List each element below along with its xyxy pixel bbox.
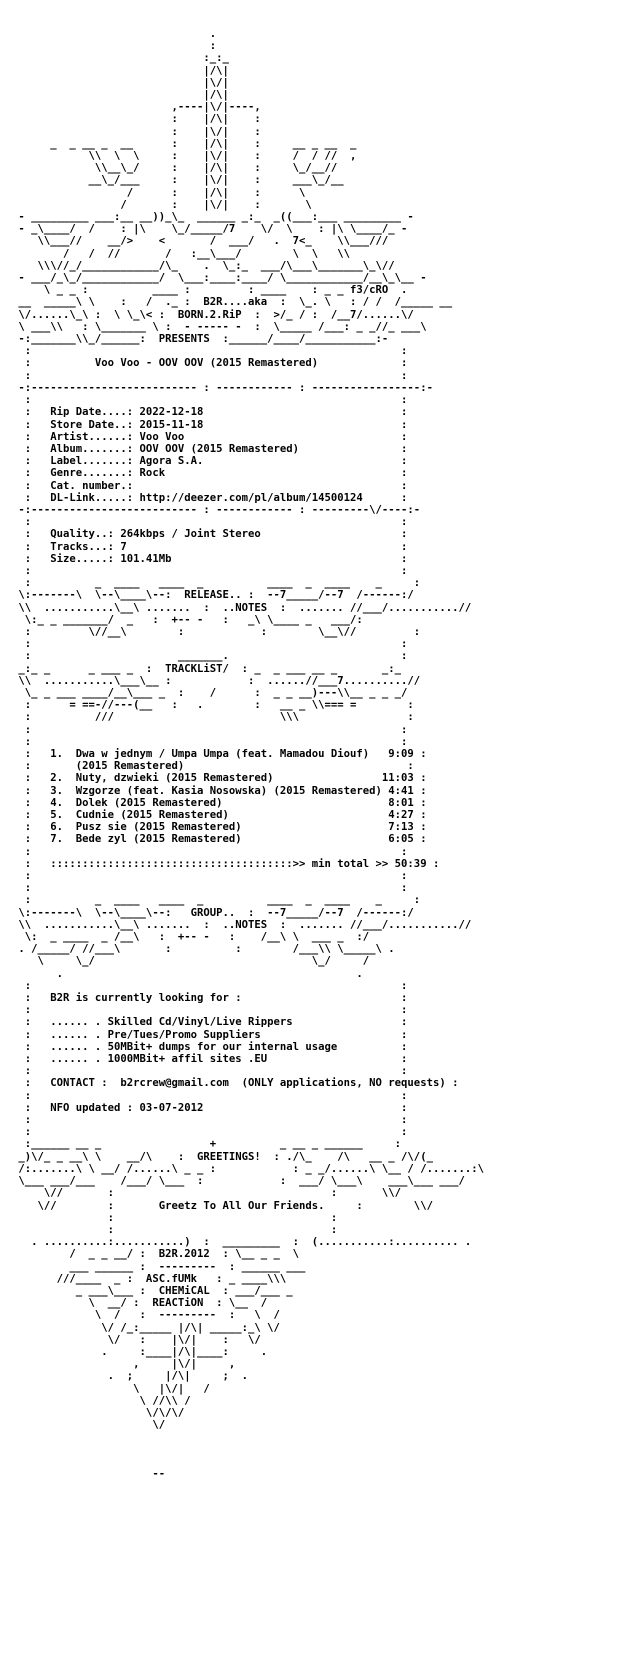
nfo-line: . . — [12, 967, 363, 980]
nfo-line: \ / : --------- : \ / — [12, 1309, 280, 1322]
nfo-line: \/ — [12, 1419, 166, 1432]
nfo-line: __\_/___ : |\/| : ___\_/__ — [12, 174, 344, 187]
nfo-line: : Genre.......: Rock : — [12, 467, 408, 480]
nfo-line: \/......\_\ : \ \_\< : BORN.2.RiP : >/_ / : /__7/......\/ — [12, 308, 414, 321]
nfo-line: : Voo Voo - OOV OOV (2015 Remastered) : — [12, 357, 408, 370]
nfo-line: : B2R is currently looking for : : — [12, 992, 408, 1005]
nfo-line: \\ ...........\__\ ....... : ..NOTES : ....... //___/...........// — [12, 601, 472, 614]
nfo-line: : : — [12, 1004, 408, 1017]
nfo-line: \\__\_/ : |/\| : \_/__// — [12, 162, 338, 175]
nfo-line: , |\/| , — [12, 1358, 236, 1371]
nfo-line: : DL-Link.....: http://deezer.com/pl/album/14500124 : — [12, 491, 408, 504]
nfo-line: : : — [12, 369, 408, 382]
nfo-line: : ...... . Pre/Tues/Promo Suppliers : — [12, 1028, 408, 1041]
nfo-line: : : — [12, 1211, 338, 1224]
nfo-line: |/\| — [12, 89, 229, 102]
nfo-text — [12, 28, 620, 1480]
nfo-line: : : — [12, 1089, 408, 1102]
nfo-line: - ___/_\_/____________/ \___:____:____/ \____________/__\_\__ - — [12, 272, 427, 285]
nfo-line: : : — [12, 564, 408, 577]
nfo-line: : : — [12, 516, 408, 529]
nfo-line: / : |/\| : \ — [12, 186, 306, 199]
nfo-line: . /_____/ //___\ : : /___\\ \_____\ . — [12, 943, 395, 956]
nfo-line: - _\____/ / : |\ \_/_____/7 \/ \ : |\ \____/_ - — [12, 223, 408, 236]
nfo-line: . ..........:...........) : _________ : (...........:.......... . — [12, 1236, 472, 1249]
nfo-line: : : — [12, 882, 408, 895]
nfo-line: \___ ___/___ /___/ \___ : : ___/ \___\ ___\___ ___/ — [12, 1175, 465, 1188]
nfo-line: : |/\| : — [12, 113, 261, 126]
nfo-line: : Store Date..: 2015-11-18 : — [12, 418, 408, 431]
nfo-line: _)\/_ _ __\ \ __/\ : GREETINGS! : ./\_ /\ __ _ /\/(_ — [12, 1150, 433, 1163]
nfo-line: : 5. Cudnie (2015 Remastered) 4:27 : — [12, 809, 427, 821]
nfo-line: : : — [12, 870, 408, 883]
nfo-line: : /// \\\ : — [12, 711, 414, 724]
nfo-line: \\ ...........\__\ ....... : ..NOTES : ....... //___/...........// — [12, 918, 472, 931]
nfo-line: \ //\\ / — [12, 1394, 191, 1407]
nfo-line: /:.......\ \ __/ /......\ _ _ : : _ _/......\ \__ / /.......:\ — [12, 1162, 484, 1175]
nfo-line: : 1. Dwa w jednym / Umpa Umpa (feat. Mamadou Diouf) 9:09 : — [12, 747, 427, 760]
nfo-line: : |\/| : — [12, 125, 261, 138]
nfo-line: : _ ____ ____ _ ____ _ ____ _ : — [12, 894, 421, 907]
nfo-line: \ _ _ : ____ : : ____ : _ _ f3/cRO . — [12, 284, 408, 297]
nfo-line: : Label.......: Agora S.A. : — [12, 455, 408, 468]
nfo-line: : (2015 Remastered) : — [12, 760, 414, 773]
nfo-line: \ \_/ \_/ / — [12, 955, 370, 968]
nfo-line: \ |\/| / — [12, 1382, 210, 1395]
nfo-line: . ; |/\| ; . — [12, 1370, 248, 1383]
nfo-line: \/ : |\/| : \/ — [12, 1333, 261, 1346]
nfo-line: ,----|\/|----, — [12, 101, 261, 114]
nfo-line: : \//__\ : : \__\// : — [12, 625, 421, 638]
nfo-line: : 6. Pusz sie (2015 Remastered) 7:13 : — [12, 821, 427, 834]
nfo-line: : Artist......: Voo Voo : — [12, 430, 408, 443]
nfo-line: : 3. Wzgorze (feat. Kasia Nosowska) (2015 Remastered) 4:41 : — [12, 784, 427, 797]
nfo-line: / / // / :__\___/ \ \ \\ — [12, 247, 351, 260]
nfo-line: \ __/ : REACTiON : \__ / — [12, 1297, 268, 1310]
nfo-line: : Album.......: OOV OOV (2015 Remastered) : — [12, 442, 408, 455]
nfo-line: -:-------------------------- : ------------ : ---------\/----:- — [12, 503, 421, 516]
nfo-line: : Rip Date....: 2022-12-18 : — [12, 406, 408, 419]
nfo-line: / : |\/| : \ — [12, 198, 312, 211]
nfo-line: : : — [12, 979, 408, 992]
nfo-line: . :____|/\|____: . — [12, 1345, 268, 1358]
nfo-line: \:-------\ \--\____\--: GROUP.. : --7_____/--7 /------:/ — [12, 906, 414, 919]
nfo-line: \\___// __/> < / ___/ . 7<_ \\___/// — [12, 235, 389, 248]
nfo-line: : : — [12, 1223, 338, 1236]
nfo-line: \/\/\/ — [12, 1406, 185, 1419]
nfo-line: \:-------\ \--\____\--: RELEASE.. : --7_____/--7 /------:/ — [12, 589, 414, 602]
nfo-line: : : — [12, 1114, 408, 1127]
nfo-line: : Tracks...: 7 : — [12, 540, 408, 553]
nfo-line: ///____ _ : ASC.fUMk : _ ____\\\ — [12, 1272, 287, 1285]
nfo-line: -:_______\\_/______: PRESENTS :______/____/___________:- — [12, 333, 389, 346]
nfo-line: : : — [12, 723, 408, 736]
nfo-line: \_ _ ___ ____/__\___ _ : / : _ _ __)---\\__ _ _ _/ — [12, 686, 408, 699]
nfo-line: : _______. : — [12, 650, 408, 663]
nfo-line: : ...... . 50MBit+ dumps for our internal usage : — [12, 1040, 408, 1053]
nfo-line: : 2. Nuty, dzwieki (2015 Remastered) 11:03 : — [12, 772, 427, 785]
nfo-line: \// : Greetz To All Our Friends. : \\/ — [12, 1199, 433, 1212]
nfo-line: : ...... . Skilled Cd/Vinyl/Live Rippers : — [12, 1016, 408, 1029]
nfo-line: : Cat. number.: : — [12, 479, 408, 492]
nfo-line: _ ___\___ : CHEMiCAL : ___/___ _ — [12, 1284, 293, 1297]
nfo-line: : : — [12, 394, 408, 407]
nfo-line: \/ /_:_____ |/\| _____:_\ \/ — [12, 1321, 280, 1334]
nfo-line: : _ ____ ____ _ ____ _ ____ _ : — [12, 577, 421, 590]
nfo-line: \:_ _ _______/ _ : +-- - : _\ \____ _ ___/: — [12, 613, 363, 626]
nfo-line: : Quality..: 264kbps / Joint Stereo : — [12, 528, 408, 541]
nfo-line: : : — [12, 735, 408, 748]
nfo-line: . — [12, 28, 217, 40]
nfo-line: \: _ ____ _ /__\ : +-- - : /__\ \ ___ _ :/ — [12, 931, 370, 944]
nfo-line: - _________ ___:__ __))_\_ ______ _:_ _((___:___ _________ - — [12, 211, 414, 224]
nfo-line: : NFO updated : 03-07-2012 : — [12, 1101, 408, 1114]
nfo-line: |/\| — [12, 64, 229, 77]
nfo-line: / _ _ __/ : B2R.2012 : \__ _ _ \ — [12, 1248, 300, 1261]
nfo-line: \\\//_/____________/\_ . \_:_ ___/\___\_______\_\// — [12, 259, 395, 272]
nfo-line: \\ ...........\___\__ : : ......//___7..........// — [12, 674, 421, 687]
nfo-line: :______ __ _ + _ __ _ ______ : — [12, 1138, 402, 1151]
nfo-line: : CONTACT : b2rcrew@gmail.com (ONLY applications, NO requests) : — [12, 1077, 459, 1090]
nfo-line: : 7. Bede zyl (2015 Remastered) 6:05 : — [12, 833, 427, 846]
nfo-line: \\ \ \ : |\/| : / / // , — [12, 150, 357, 163]
nfo-line: :_:_ — [12, 52, 229, 65]
nfo-line: -- — [12, 1467, 166, 1480]
nfo-line: _ _ __ _ __ : |/\| : __ _ __ _ — [12, 137, 357, 150]
nfo-line: : Size.....: 101.41Mb : — [12, 552, 408, 565]
nfo-line: : : — [12, 1126, 408, 1139]
nfo-line: : = ==-//---(__ : . : __ _ \\=== = : — [12, 699, 414, 712]
nfo-line: : : — [12, 845, 408, 858]
nfo-line: : — [12, 40, 217, 53]
nfo-line: : : — [12, 638, 408, 651]
nfo-line: : ...... . 1000MBit+ affil sites .EU : — [12, 1053, 408, 1066]
nfo-line: \// : : \\/ — [12, 1187, 402, 1200]
nfo-line: : ::::::::::::::::::::::::::::::::::::::>> min total >> 50:39 : — [12, 857, 440, 870]
nfo-line: |\/| — [12, 76, 229, 89]
nfo-line: : : — [12, 345, 408, 358]
nfo-line: : 4. Dolek (2015 Remastered) 8:01 : — [12, 796, 427, 809]
nfo-line: \ ___\\ : \_______ \ : - ----- - : \_____ /___: _ _//_ ___\ — [12, 320, 427, 333]
nfo-line: -:-------------------------- : ------------ : -----------------:- — [12, 381, 433, 394]
nfo-line: __ _____\ \ : / ._ : B2R....aka : \_. \ : / / /_____ __ — [12, 296, 453, 309]
nfo-line: : : — [12, 1065, 408, 1078]
nfo-line: _:_ _ _ ___ _ : TRACKLiST/ : _ _ ___ __ _ _:_ — [12, 662, 402, 675]
nfo-line: ___ ______ : --------- : ______ ___ — [12, 1260, 306, 1273]
